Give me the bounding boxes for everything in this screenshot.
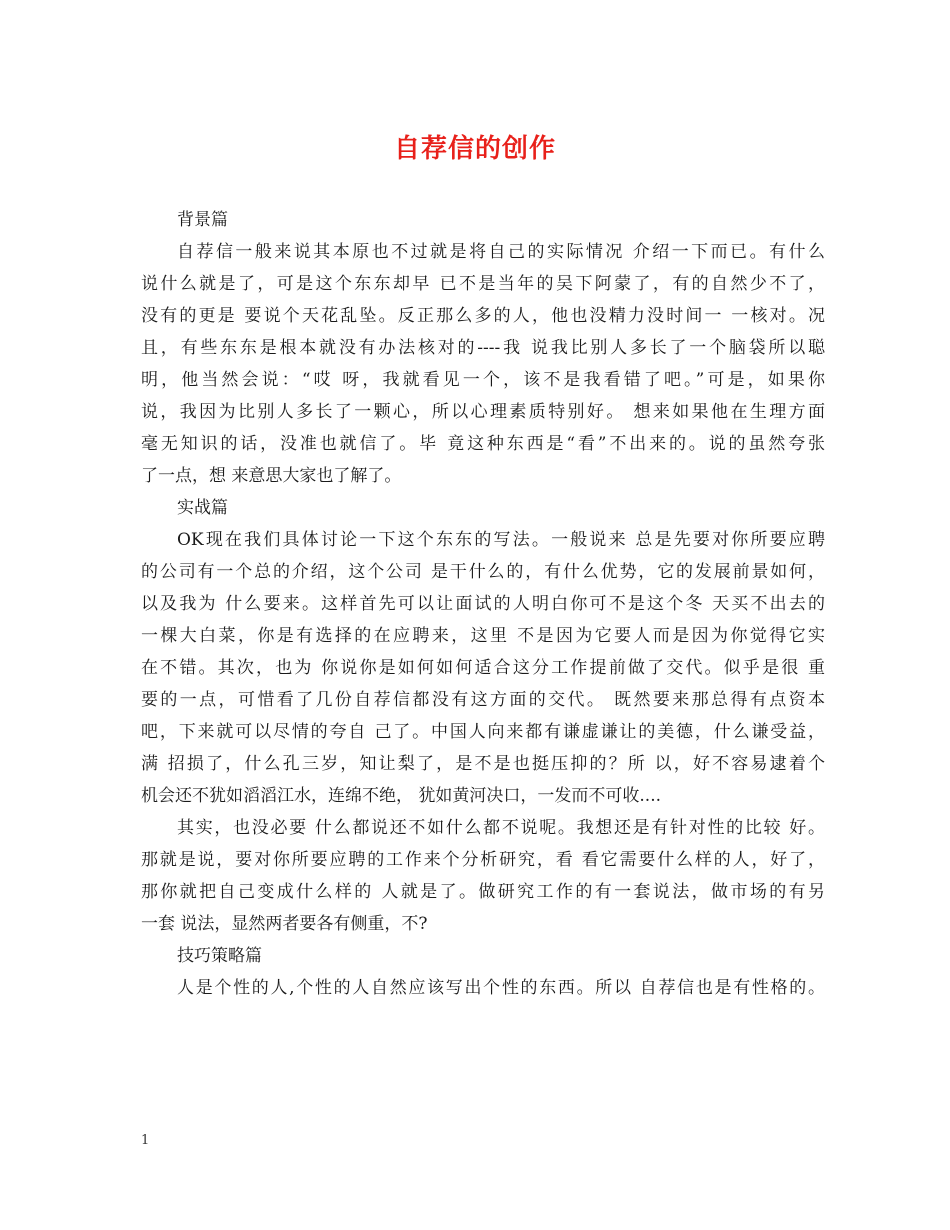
text-line: OK现在我们具体讨论一下这个东东的写法。一般说来 总是先要对你所要应聘	[177, 530, 825, 550]
paragraph-practice-2	[141, 812, 825, 940]
text-line: 吧，下来就可以尽情的夸自 己了。中国人向来都有谦虚谦让的美德，什么谦受益，	[141, 722, 825, 742]
text-line: 明，他当然会说：“哎 呀，我就看见一个，该不是我看错了吧。”可是，如果你	[141, 370, 825, 390]
text-line: 一棵大白菜，你是有选择的在应聘来，这里 不是因为它要人而是因为你觉得它实	[141, 626, 825, 646]
text-line: 一套 说法，显然两者要各有侧重，不?	[141, 914, 428, 934]
text-line: 以及我为 什么要来。这样首先可以让面试的人明白你可不是这个冬 天买不出去的	[141, 594, 825, 614]
text-line: 没有的更是 要说个天花乱坠。反正那么多的人，他也没精力没时间一 一核对。况	[141, 306, 825, 326]
text-line: 机会还不犹如滔滔江水，连绵不绝， 犹如黄河决口，一发而不可收....	[141, 786, 662, 806]
text-line: 了一点，想 来意思大家也了解了。	[141, 466, 402, 486]
text-line: 在不错。其次，也为 你说你是如何如何适合这分工作提前做了交代。似乎是很 重	[141, 658, 825, 678]
text-line: 那你就把自己变成什么样的 人就是了。做研究工作的有一套说法，做市场的有另	[141, 882, 825, 902]
text-line: 的公司有一个总的介绍，这个公司 是干什么的，有什么优势，它的发展前景如何，	[141, 562, 825, 582]
paragraph-practice-1	[141, 524, 825, 812]
text-line: 且，有些东东是根本就没有办法核对的----我 说我比别人多长了一个脑袋所以聪	[141, 338, 825, 358]
text-line: 自荐信一般来说其本原也不过就是将自己的实际情况 介绍一下而已。有什么	[177, 242, 825, 262]
section-heading-practice: 实战篇	[177, 498, 228, 518]
section-heading-strategy: 技巧策略篇	[177, 946, 262, 966]
text-line: 其实，也没必要 什么都说还不如什么都不说呢。我想还是有针对性的比较 好。	[177, 818, 825, 838]
text-line: 说，我因为比别人多长了一颗心，所以心理素质特别好。 想来如果他在生理方面	[141, 402, 825, 422]
document-body	[141, 204, 825, 1004]
text-line: 说什么就是了，可是这个东东却早 已不是当年的吴下阿蒙了，有的自然少不了，	[141, 274, 825, 294]
paragraph-background	[141, 236, 825, 492]
text-line: 要的一点，可惜看了几份自荐信都没有这方面的交代。 既然要来那总得有点资本	[141, 690, 825, 710]
text-line: 那就是说，要对你所要应聘的工作来个分析研究，看 看它需要什么样的人，好了，	[141, 850, 825, 870]
text-line: 毫无知识的话，没准也就信了。毕 竟这种东西是“看”不出来的。说的虽然夸张	[141, 434, 825, 454]
text-line: 满 招损了，什么孔三岁，知让梨了，是不是也挺压抑的？所 以，好不容易逮着个	[141, 754, 825, 774]
text-line: 人是个性的人,个性的人自然应该写出个性的东西。所以 自荐信也是有性格的。	[177, 978, 825, 998]
page-number: 1	[141, 1133, 150, 1148]
section-heading-background: 背景篇	[177, 210, 228, 230]
document-title: 自荐信的创作	[393, 134, 556, 164]
paragraph-strategy	[141, 972, 825, 1004]
